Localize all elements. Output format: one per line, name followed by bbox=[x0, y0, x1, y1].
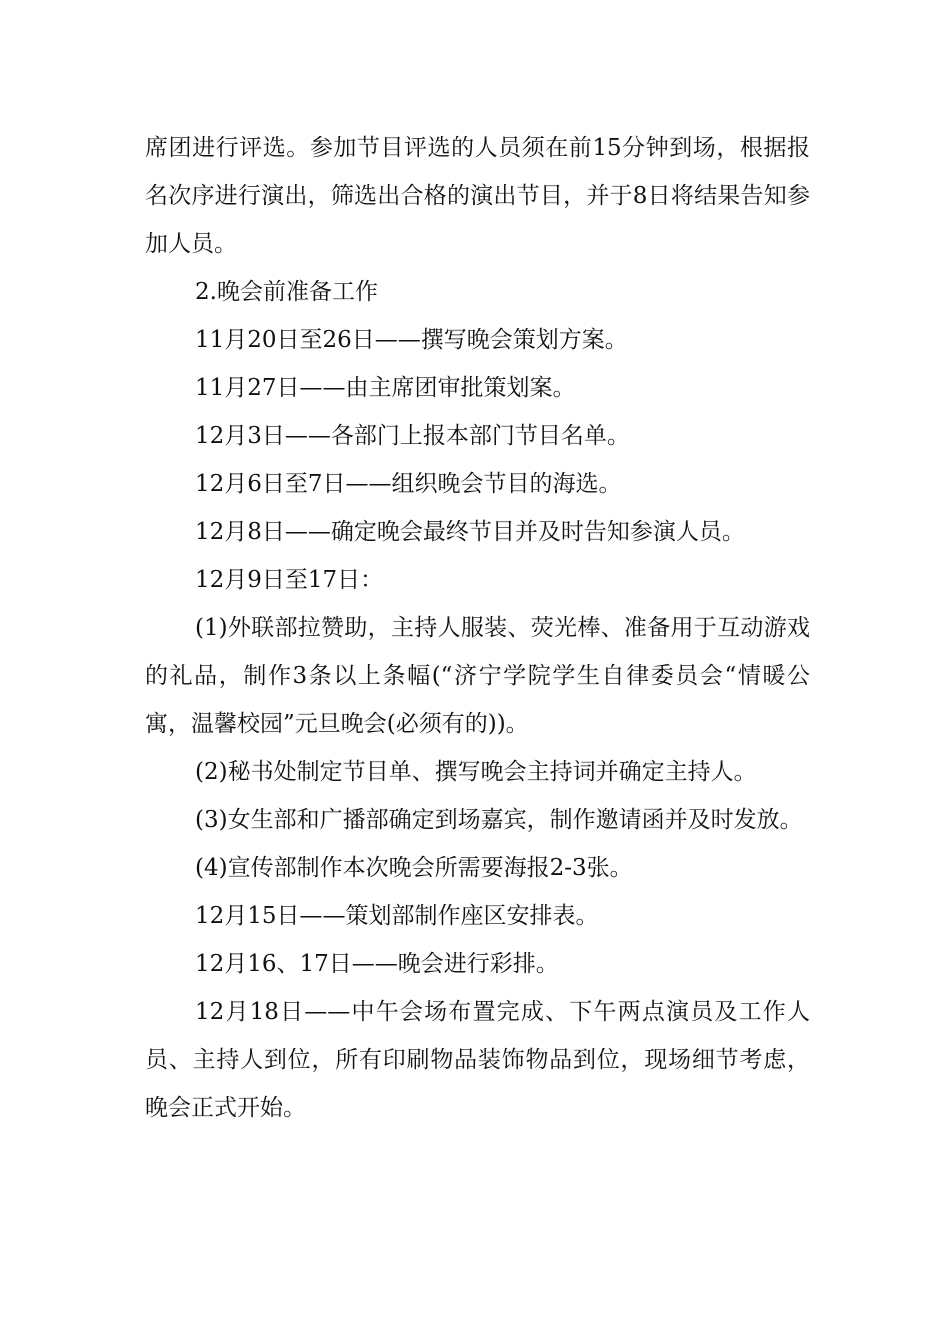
paragraph-11: (3)女生部和广播部确定到场嘉宾，制作邀请函并及时发放。 bbox=[195, 807, 803, 833]
paragraph-12: (4)宣传部制作本次晚会所需要海报2-3张。 bbox=[195, 855, 633, 881]
paragraph-15: 12月18日——中午会场布置完成、下午两点演员及工作人员、主持人到位，所有印刷物品装饰物品到位，现场细节考虑，晚会正式开始。 bbox=[145, 999, 810, 1121]
paragraph-8: 12月9日至17日： bbox=[195, 567, 384, 593]
paragraph-13: 12月15日——策划部制作座区安排表。 bbox=[195, 903, 599, 929]
paragraph-5: 12月3日——各部门上报本部门节目名单。 bbox=[195, 423, 630, 449]
paragraph-10: (2)秘书处制定节目单、撰写晚会主持词并确定主持人。 bbox=[195, 759, 757, 785]
paragraph-2: 2.晚会前准备工作 bbox=[195, 279, 378, 305]
paragraph-3: 11月20日至26日——撰写晚会策划方案。 bbox=[195, 327, 628, 353]
paragraph-14: 12月16、17日——晚会进行彩排。 bbox=[195, 951, 559, 977]
paragraph-7: 12月8日——确定晚会最终节目并及时告知参演人员。 bbox=[195, 519, 745, 545]
paragraph-9: (1)外联部拉赞助，主持人服装、荧光棒、准备用于互动游戏的礼品，制作3条以上条幅(“济宁学院学生自律委员会“情暖公寓，温馨校园”元旦晚会(必须有的))。 bbox=[145, 615, 810, 737]
paragraph-4: 11月27日——由主席团审批策划案。 bbox=[195, 375, 576, 401]
paragraph-6: 12月6日至7日——组织晚会节目的海选。 bbox=[195, 471, 622, 497]
document-body bbox=[145, 124, 810, 1132]
paragraph-1: 席团进行评选。参加节目评选的人员须在前15分钟到场，根据报名次序进行演出，筛选出合格的演出节目，并于8日将结果告知参加人员。 bbox=[145, 135, 810, 257]
